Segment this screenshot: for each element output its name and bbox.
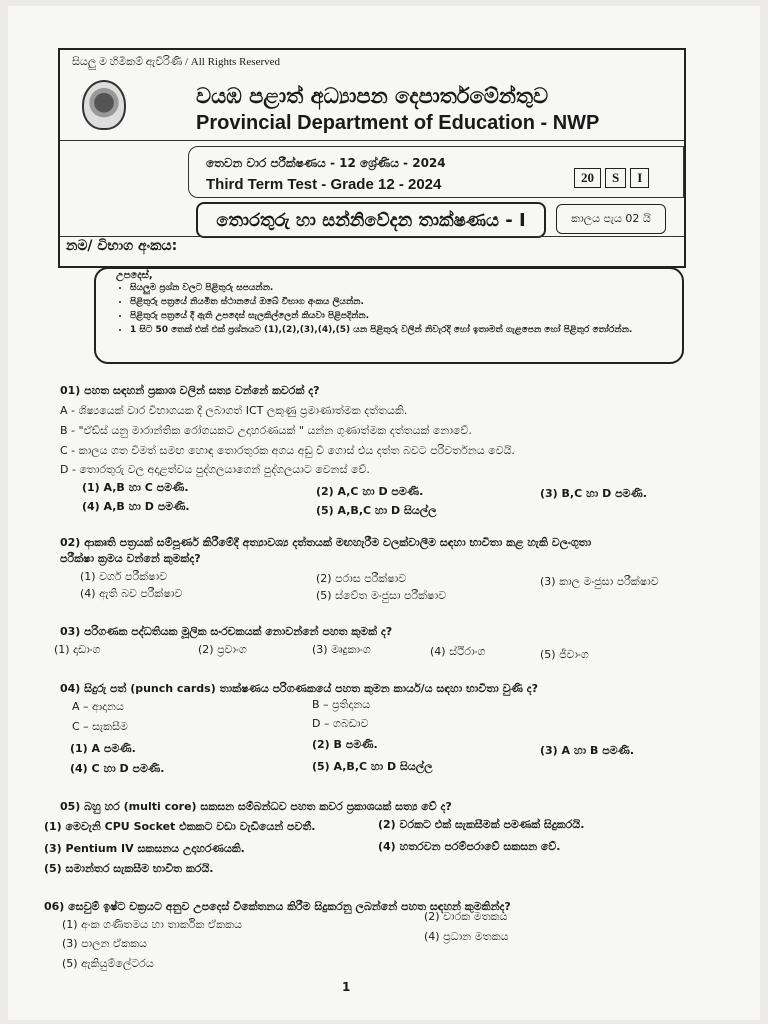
- q3-option: (5) ජීවාංග: [540, 648, 589, 661]
- time-allowed: කාලය පැය 02 යි: [571, 212, 651, 225]
- q1-statement: A - ශිෂ්‍යයෙක් වාර විභාගයක දී ලබාගත් ICT ලකුණු ප්‍රමාණාත්මක දත්තයකි.: [60, 404, 408, 417]
- header-divider: [60, 140, 684, 141]
- q4-statement: C – සැකසීම: [72, 720, 128, 733]
- paper-code-part: 20: [574, 168, 601, 188]
- q2-option: (4) ඇති බව පරීක්ෂාව: [80, 587, 183, 600]
- q1-option: (3) B,C හා D පමණි.: [540, 487, 647, 500]
- q2-option: (1) වර්ග පරීක්ෂාව: [80, 570, 167, 583]
- instructions-box: [94, 267, 684, 364]
- q1-statement: C - කාලය ගත වීමත් සමඟ හොඳ තොරතුරක අගය අඩු වී ගොස් එය දත්ත බවට පරිවර්තනය වෙයි.: [60, 444, 515, 457]
- q4-option: (5) A,B,C හා D සියල්ල: [312, 760, 433, 773]
- instruction-item: • පිළිතුරු පත්‍රයේ දී ඇති උපදෙස් සැලකිල්ලෙන් කියවා පිළිපදින්න.: [130, 309, 680, 323]
- q1-option: (4) A,B හා D පමණි.: [82, 500, 190, 513]
- q3-option: (4) ස්ථිරාංග: [430, 645, 486, 658]
- q6-option: (3) පාලන ඒකකය: [62, 937, 147, 950]
- term-title-english: Third Term Test - Grade 12 - 2024: [206, 176, 442, 193]
- q2-option: (3) කාල මංජුසා පරීක්ෂාව: [540, 575, 659, 588]
- q2-option: (2) පරාස පරීක්ෂාව: [316, 572, 407, 585]
- q3-option: (1) දෘඩාංග: [54, 643, 101, 656]
- q5-option: (1) මෙවැනි CPU Socket එකකට වඩා වැඩියෙන් පවතී.: [44, 820, 316, 833]
- q5-option: (4) හතරවන පරම්පරාවේ සකසන වේ.: [378, 840, 561, 853]
- q4-option: (1) A පමණි.: [70, 742, 136, 755]
- q3-option: (2) ප්‍රවාංග: [198, 643, 247, 656]
- department-name-english: Provincial Department of Education - NWP: [196, 112, 600, 134]
- q6-option: (4) ප්‍රධාන මතකය: [424, 930, 509, 943]
- paper-code: [574, 168, 649, 188]
- page-number: 1: [342, 980, 351, 994]
- department-name-sinhala: වයඹ පළාත් අධ්‍යාපන දෙපාර්තමේන්තුව: [196, 84, 549, 108]
- q1-option: (5) A,B,C හා D සියල්ල: [316, 504, 437, 517]
- instruction-item: • 1 සිට 50 තෙක් එක් එක් ප්‍රශ්නයට (1),(2),(3),(4),(5) යන පිළිතුරු වලින් නිවැරදි හෝ ඉතාමත් ගැළපෙන හෝ පිළිතුර තෝරන්න.: [130, 323, 680, 337]
- q2-option: (5) ස්වේත මංජුසා පරීක්ෂාව: [316, 589, 446, 602]
- q5-option: (3) Pentium IV සකසනය උදාහරණයකි.: [44, 842, 245, 855]
- q4-statement: D – ගබඩාව: [312, 717, 369, 730]
- subject-title: තොරතුරු හා සන්නිවේදන තාක්ෂණය - I: [216, 209, 526, 231]
- emblem-icon: [82, 80, 126, 130]
- q5-option: (2) වරකට එක් සැකසීමක් පමණක් සිදුකරයි.: [378, 818, 585, 831]
- q4-option: (4) C හා D පමණි.: [70, 762, 165, 775]
- q1-option: (2) A,C හා D පමණි.: [316, 485, 424, 498]
- q5-option: (5) සමාන්තර සැකසීම භාවිත කරයි.: [44, 862, 214, 875]
- q3-option: (3) මෘදුකාංග: [312, 643, 371, 656]
- paper-code-part: S: [605, 168, 626, 188]
- question-3-stem: 03) පරිගණක පද්ධතියක මූලික සංරචකයක් නොවන්නේ පහත කුමක් ද?: [60, 625, 393, 638]
- q1-option: (1) A,B හා C පමණි.: [82, 481, 189, 494]
- question-2-stem: 02) ආකෘති පත්‍රයක් සම්පූර්ණ කිරීමේදී අත්‍යාවශ්‍ය දත්තයක් මඟහැරීම වලක්වාලීම සඳහා භාවිතා කළ හැකි වලංගුතා: [60, 536, 592, 549]
- subject-box: [196, 202, 546, 238]
- q6-option: (1) අංක ගණිතමය හා තාර්කික ඒකකය: [62, 918, 242, 931]
- q4-statement: A – ආදානය: [72, 700, 124, 713]
- q6-option: (2) වාරක මතකය: [424, 910, 508, 923]
- instructions-title: උපදෙස්,: [116, 270, 153, 281]
- question-5-stem: 05) බහු හර (multi core) සකසන සම්බන්ධව පහත කවර ප්‍රකාශයක් සත්‍ය වේ ද?: [60, 800, 452, 813]
- q4-option: (2) B පමණි.: [312, 738, 378, 751]
- term-title-sinhala: තෙවන වාර පරීක්ෂණය - 12 ශ්‍රේණිය - 2024: [206, 156, 446, 170]
- name-divider: [60, 236, 684, 237]
- question-4-stem: 04) සිදුරු පත් (punch cards) තාක්ෂණය පරිගණකයේ පහත කුමන කාර්ය/ය සඳහා භාවිතා වුණි ද?: [60, 682, 538, 695]
- q6-option: (5) ඇකියුම්ලේටරය: [62, 957, 154, 970]
- instruction-item: • සියලුම ප්‍රශ්න වලට පිළිතුරු සපයන්න.: [130, 281, 680, 295]
- question-1-stem: 01) පහත සඳහන් ප්‍රකාශ වලින් සත්‍ය වන්නේ කවරක් ද?: [60, 384, 320, 397]
- instructions-list: [116, 281, 680, 337]
- name-label: නම/ විභාග අංකය:: [66, 238, 178, 254]
- paper-code-part: I: [630, 168, 649, 188]
- q1-statement: D - තොරතුරු වල අදාළත්වය පුද්ගලයාගෙන් පුද්ගලයාට වෙනස් වේ.: [60, 463, 370, 476]
- q1-statement: B - "ඒඩ්ස් යනු මාරාන්තික රෝගයකට උදාහරණයක් " යන්න ගුණාත්මක දත්තයක් නොවේ.: [60, 424, 472, 437]
- q4-option: (3) A හා B පමණි.: [540, 744, 635, 757]
- q4-statement: B – ප්‍රතිදානය: [312, 698, 371, 711]
- rights-notice: සියලු ම හිමිකම් ඇවිරිණි / All Rights Reserved: [72, 56, 281, 68]
- instruction-item: • පිළිතුරු පත්‍රයේ නියමිත ස්ථානයේ ඔබේ විභාග අංකය ලියන්න.: [130, 295, 680, 309]
- question-2-stem-cont: පරීක්ෂා ක්‍රමය වන්නේ කුමක්ද?: [60, 552, 201, 565]
- question-6-stem: 06) සෙවුම් ඉෂ්ට චක්‍රයට අනුව උපදෙස් විකේතනය කිරීම සිදුකරනු ලබන්නේ පහත සඳහන් කුමකින්ද?: [44, 900, 511, 913]
- time-box: [556, 204, 666, 234]
